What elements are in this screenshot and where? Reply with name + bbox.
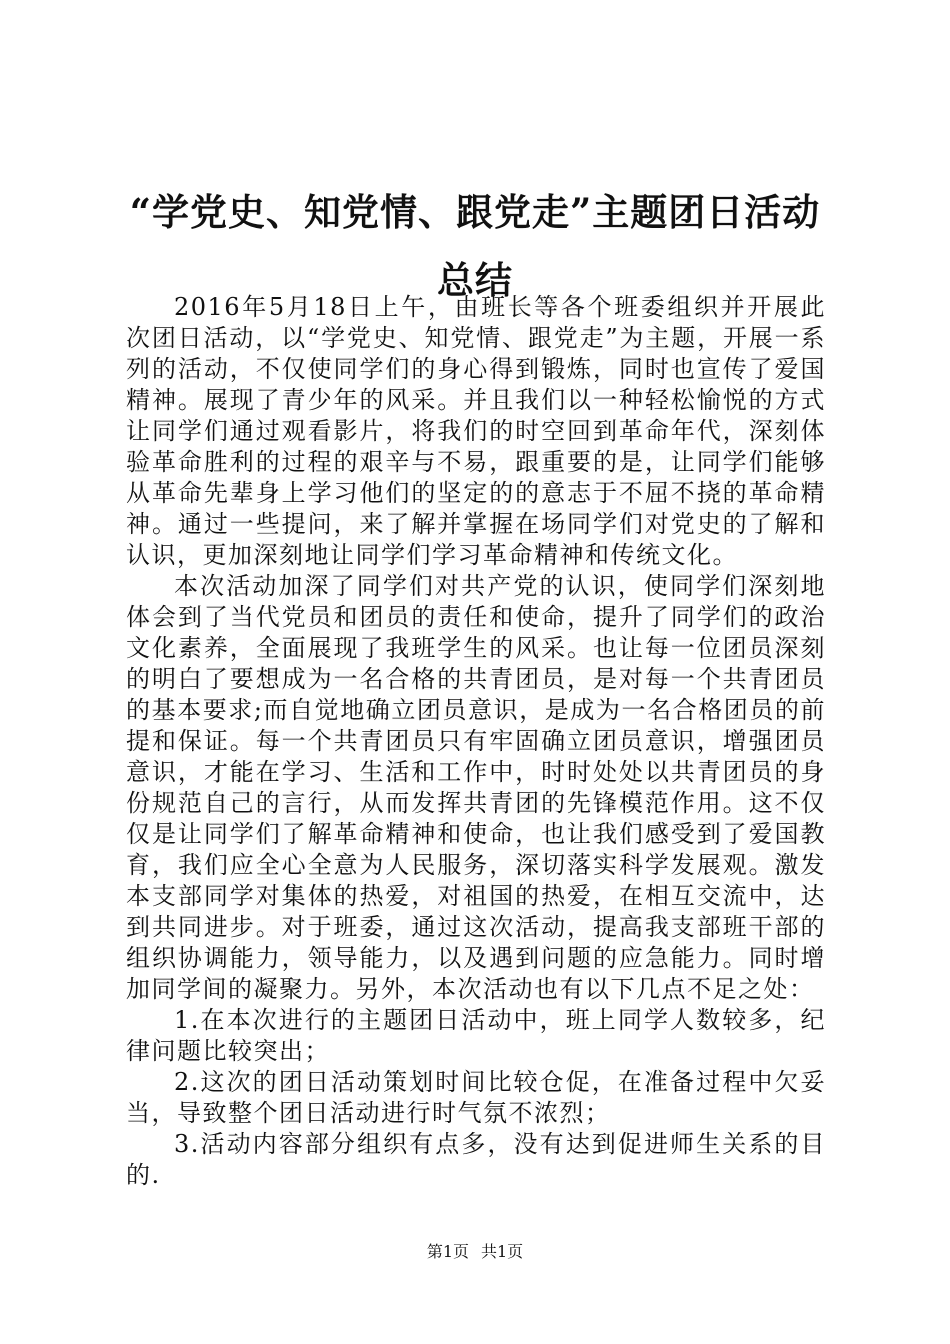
page-footer: [0, 1242, 950, 1262]
paragraph-intro: 2016年5月18日上午，由班长等各个班委组织并开展此次团日活动，以“学党史、知党情、跟党走”为主题，开展一系列的活动，不仅使同学们的身心得到锻炼，同时也宣传了爱国精神。展现了青少年的风采。并且我们以一种轻松愉悦的方式让同学们通过观看影片，将我们的时空回到革命年代，深刻体验革命胜利的过程的艰辛与不易，跟重要的是，让同学们能够从革命先辈身上学习他们的坚定的的意志于不屈不挠的革命精神。通过一些提问，来了解并掌握在场同学们对党史的了解和认识，更加深刻地让同学们学习革命精神和传统文化。: [126, 293, 826, 569]
page-number: 第1页: [426, 1242, 469, 1261]
paragraph-summary: 本次活动加深了同学们对共产党的认识，使同学们深刻地体会到了当代党员和团员的责任和使命，提升了同学们的政治文化素养，全面展现了我班学生的风采。也让每一位团员深刻的明白了要想成为一名合格的共青团员，是对每一个共青团员的基本要求;而自觉地确立团员意识，是成为一名合格团员的前提和保证。每一个共青团员只有牢固确立团员意识，增强团员意识，才能在学习、生活和工作中，时时处处以共青团员的身份规范自己的言行，从而发挥共青团的先锋模范作用。这不仅仅是让同学们了解革命精神和使命，也让我们感受到了爱国教育，我们应全心全意为人民服务，深切落实科学发展观。激发本支部同学对集体的热爱，对祖国的热爱，在相互交流中，达到共同进步。对于班委，通过这次活动，提高我支部班干部的组织协调能力，领导能力，以及遇到问题的应急能力。同时增加同学间的凝聚力。另外，本次活动也有以下几点不足之处：: [126, 572, 826, 1003]
list-item-shortcoming-2: 2.这次的团日活动策划时间比较仓促，在准备过程中欠妥当，导致整个团日活动进行时气氛不浓烈；: [126, 1068, 826, 1127]
document-title: “学党史、知党情、跟党走”主题团日活动总结: [129, 190, 821, 302]
list-item-shortcoming-3: 3.活动内容部分组织有点多，没有达到促进师生关系的目的.: [126, 1130, 826, 1189]
list-item-shortcoming-1: 1.在本次进行的主题团日活动中，班上同学人数较多，纪律问题比较突出；: [126, 1006, 826, 1065]
document-body: [126, 292, 826, 1191]
page-total: 共1页: [481, 1242, 524, 1261]
